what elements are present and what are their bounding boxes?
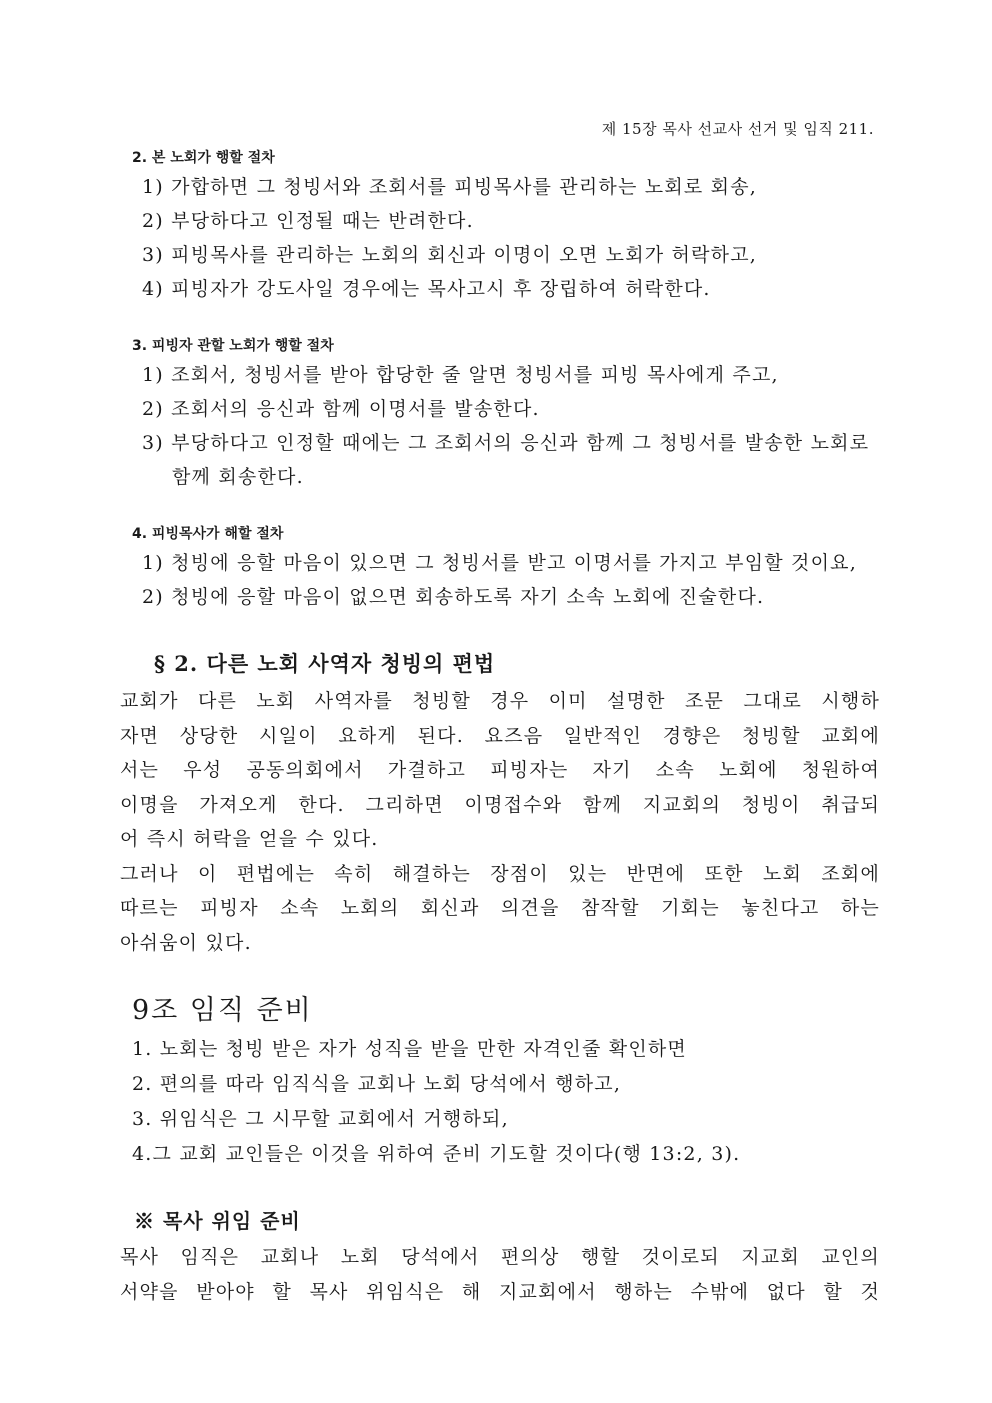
- paragraph: [120, 857, 880, 961]
- list-item: 1. 노회는 청빙 받은 자가 성직을 받을 만한 자격인줄 확인하면: [132, 1038, 687, 1060]
- list-item: 2) 청빙에 응할 마음이 없으면 회송하도록 자기 소속 노회에 진술한다.: [142, 586, 765, 608]
- paragraph-line: 자면 상당한 시일이 요하게 된다. 요즈음 일반적인 경향은 청빙할 교회에: [120, 724, 880, 747]
- list-item: 3) 피빙목사를 관리하는 노회의 회신과 이명이 오면 노회가 허락하고,: [142, 244, 758, 266]
- section-2-heading: 2. 본 노회가 행할 절차: [132, 150, 275, 166]
- article-title: 9조 임직 준비: [132, 995, 313, 1026]
- paragraph-line: 아쉬움이 있다.: [120, 931, 252, 954]
- section-4-heading: 4. 피빙목사가 해할 절차: [132, 526, 284, 542]
- page-header: 제 15장 목사 선교사 선거 및 임직 211.: [601, 120, 874, 138]
- document-body: [120, 146, 880, 1309]
- paragraph-line: 이명을 가져오게 한다. 그리하면 이명접수와 함께 지교회의 청빙이 취급되: [120, 793, 880, 816]
- paragraph-line: 서약을 받아야 할 목사 위임식은 해 지교회에서 행하는 수밖에 없다 할 것: [120, 1280, 880, 1303]
- paragraph-line: 그러나 이 편법에는 속히 해결하는 장점이 있는 반면에 또한 노회 조회에: [120, 862, 880, 885]
- article-list: [120, 1032, 880, 1172]
- list-item: 4) 피빙자가 강도사일 경우에는 목사고시 후 장립하여 허락한다.: [142, 278, 711, 300]
- section-2-list: [120, 170, 880, 306]
- list-item: 3) 부당하다고 인정할 때에는 그 조회서의 응신과 함께 그 청빙서를 발송한 노회로 함께 회송한다.: [142, 432, 870, 488]
- list-item: 2. 편의를 따라 임직식을 교회나 노회 당석에서 행하고,: [132, 1073, 622, 1095]
- list-item: 4.그 교회 교인들은 이것을 위하여 준비 기도할 것이다(행 13:2, 3).: [132, 1143, 741, 1165]
- paragraph-line: 서는 우성 공동의회에서 가결하고 피빙자는 자기 소속 노회에 청원하여: [120, 759, 880, 781]
- paragraph-line: 따르는 피빙자 소속 노회의 회신과 의견을 참작할 기회는 놓친다고 하는: [120, 897, 880, 919]
- section-title: § 2. 다른 노회 사역자 청빙의 편법: [154, 651, 496, 676]
- list-item: 1) 조회서, 청빙서를 받아 합당한 줄 알면 청빙서를 피빙 목사에게 주고,: [142, 364, 779, 386]
- paragraph: [120, 684, 880, 857]
- list-item: 2) 부당하다고 인정될 때는 반려한다.: [142, 210, 474, 232]
- section-4-list: [120, 546, 880, 614]
- list-item: 2) 조회서의 응신과 함께 이명서를 발송한다.: [142, 398, 540, 420]
- list-item: 1) 가합하면 그 청빙서와 조회서를 피빙목사를 관리하는 노회로 회송,: [142, 176, 758, 198]
- note-paragraph: [120, 1240, 880, 1309]
- list-item: 3. 위임식은 그 시무할 교회에서 거행하되,: [132, 1108, 509, 1130]
- paragraph-line: 목사 임직은 교회나 노회 당석에서 편의상 행할 것이로되 지교회 교인의: [120, 1246, 880, 1268]
- paragraph-line: 교회가 다른 노회 사역자를 청빙할 경우 이미 설명한 조문 그대로 시행하: [120, 690, 880, 712]
- list-item: 1) 청빙에 응할 마음이 있으면 그 청빙서를 받고 이명서를 가지고 부임할 것이요,: [142, 552, 857, 574]
- note-title: ※ 목사 위임 준비: [134, 1209, 301, 1233]
- section-3-list: [120, 358, 880, 494]
- paragraph-line: 어 즉시 허락을 얻을 수 있다.: [120, 828, 379, 850]
- section-3-heading: 3. 피빙자 관할 노회가 행할 절차: [132, 338, 334, 354]
